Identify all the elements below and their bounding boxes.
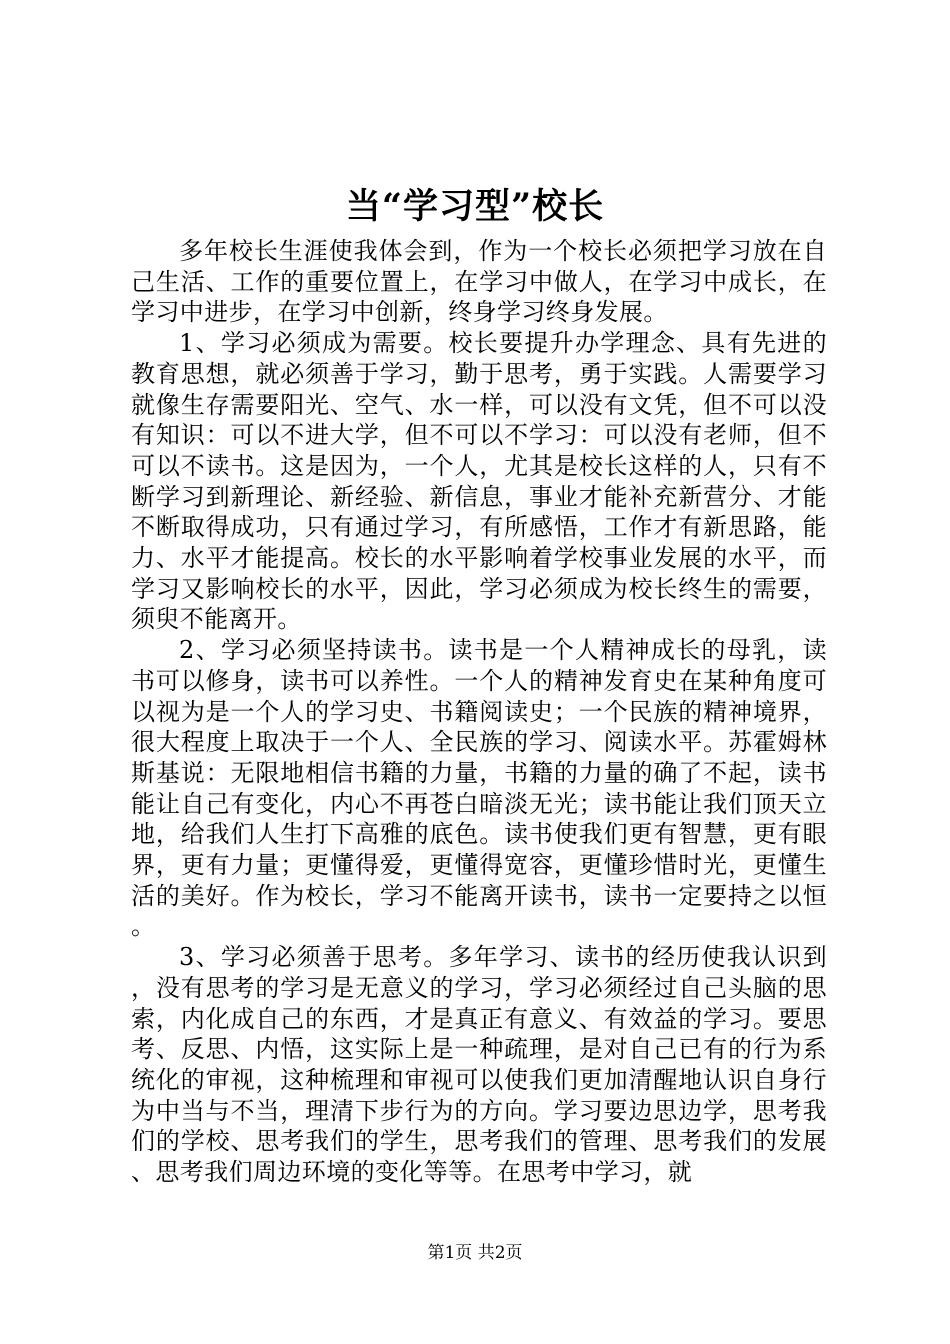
paragraph-point-3: 3、学习必须善于思考。多年学习、读书的经历使我认识到，没有思考的学习是无意义的学习，学习必须经过自己头脑的思索，内化成自己的东西，才是真正有意义、有效益的学习。要思考、反思、内悟，这实际上是一种疏理，是对自己已有的行为系统化的审视，这种梳理和审视可以使我们更加清醒地认识自身行为中当与不当，理清下步行为的方向。学习要边思边学，思考我们的学校、思考我们的学生，思考我们的管理、思考我们的发展、思考我们周边环境的变化等等。在思考中学习，就: [131, 943, 827, 1187]
paragraph-intro: 多年校长生涯使我体会到，作为一个校长必须把学习放在自己生活、工作的重要位置上，在学习中做人，在学习中成长，在学习中进步，在学习中创新，终身学习终身发展。: [131, 237, 827, 327]
page-footer: 第1页 共2页: [427, 1243, 523, 1263]
document-body: [131, 236, 827, 1188]
paragraph-point-2: 2、学习必须坚持读书。读书是一个人精神成长的母乳，读书可以修身，读书可以养性。一个人的精神发育史在某种角度可以视为是一个人的学习史、书籍阅读史；一个民族的精神境界，很大程度上取决于一个人、全民族的学习、阅读水平。苏霍姆林斯基说：无限地相信书籍的力量，书籍的力量的确了不起，读书能让自己有变化，内心不再苍白暗淡无光；读书能让我们顶天立地，给我们人生打下高雅的底色。读书使我们更有智慧，更有眼界，更有力量；更懂得爱，更懂得宽容，更懂珍惜时光，更懂生活的美好。作为校长，学习不能离开读书，读书一定要持之以恒。: [131, 636, 827, 941]
document-title: 当“学习型”校长: [345, 186, 605, 227]
paragraph-point-1: 1、学习必须成为需要。校长要提升办学理念、具有先进的教育思想，就必须善于学习，勤于思考，勇于实践。人需要学习就像生存需要阳光、空气、水一样，可以没有文凭，但不可以没有知识：可以不进大学，但不可以不学习：可以没有老师，但不可以不读书。这是因为，一个人，尤其是校长这样的人，只有不断学习到新理论、新经验、新信息，事业才能补充新营分、才能不断取得成功，只有通过学习，有所感悟，工作才有新思路，能力、水平才能提高。校长的水平影响着学校事业发展的水平，而学习又影响校长的水平，因此，学习必须成为校长终生的需要，须臾不能离开。: [131, 329, 827, 634]
